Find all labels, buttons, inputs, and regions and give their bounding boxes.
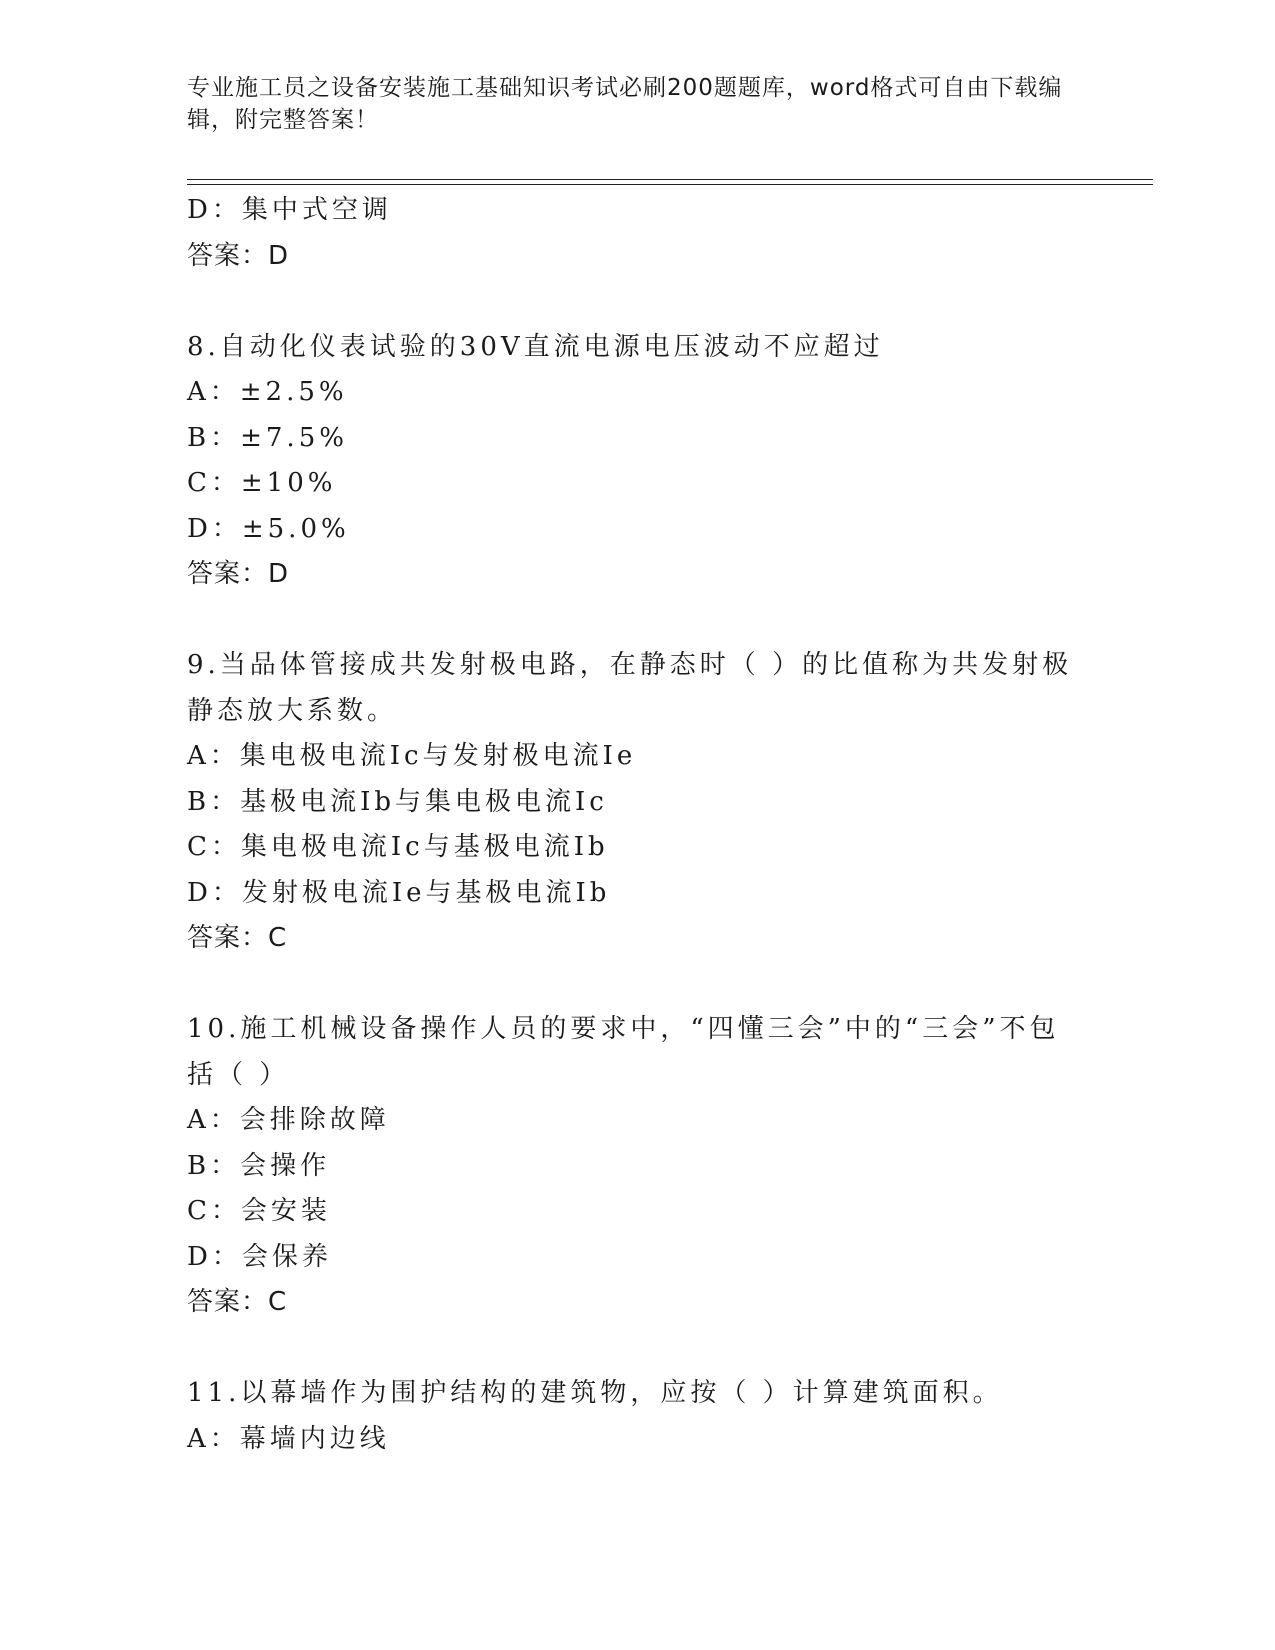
option-a: A：集电极电流Ic与发射极电流Ie xyxy=(187,741,637,771)
answer-line: 答案：C xyxy=(187,923,288,953)
option-c: C：集电极电流Ic与基极电流Ib xyxy=(187,832,609,862)
question-stem: 9.当品体管接成共发射极电路，在静态时（ ）的比值称为共发射极静态放大系数。 xyxy=(187,650,1073,726)
option-d: D：会保养 xyxy=(187,1241,332,1272)
answer-line: 答案：D xyxy=(187,559,290,589)
question-9 xyxy=(187,643,1087,962)
option-a: A：幕墙内边线 xyxy=(187,1423,390,1454)
question-11 xyxy=(187,1371,1087,1462)
document-header: 专业施工员之设备安装施工基础知识考试必刷200题题库，word格式可自由下载编辑，附完整答案！ xyxy=(187,75,1063,133)
option-b: B：会操作 xyxy=(187,1150,331,1181)
option-d: D：±5.0% xyxy=(187,513,350,544)
header-rule-bottom xyxy=(187,184,1153,185)
answer-line: 答案：C xyxy=(187,1287,288,1317)
option-a: A：±2.5% xyxy=(187,377,348,407)
option-c: C：会安装 xyxy=(187,1196,331,1226)
option-c: C：±10% xyxy=(187,468,337,498)
question-list xyxy=(187,188,1087,1462)
question-8 xyxy=(187,325,1087,598)
option-d: D：集中式空调 xyxy=(187,195,392,225)
question-stem: 10.施工机械设备操作人员的要求中，“四懂三会”中的“三会”不包括（ ） xyxy=(187,1014,1060,1090)
answer-line: 答案：D xyxy=(187,240,290,271)
question-stem: 11.以幕墙作为围护结构的建筑物，应按（ ）计算建筑面积。 xyxy=(187,1378,1003,1408)
header-rule-top xyxy=(187,179,1153,180)
option-d: D：发射极电流Ie与基极电流Ib xyxy=(187,877,611,908)
option-b: B：±7.5% xyxy=(187,422,348,453)
question-stem: 8.自动化仪表试验的30V直流电源电压波动不应超过 xyxy=(187,331,884,362)
option-a: A：会排除故障 xyxy=(187,1105,390,1135)
option-b: B：基极电流Ib与集电极电流Ic xyxy=(187,786,608,817)
question-10 xyxy=(187,1007,1087,1326)
